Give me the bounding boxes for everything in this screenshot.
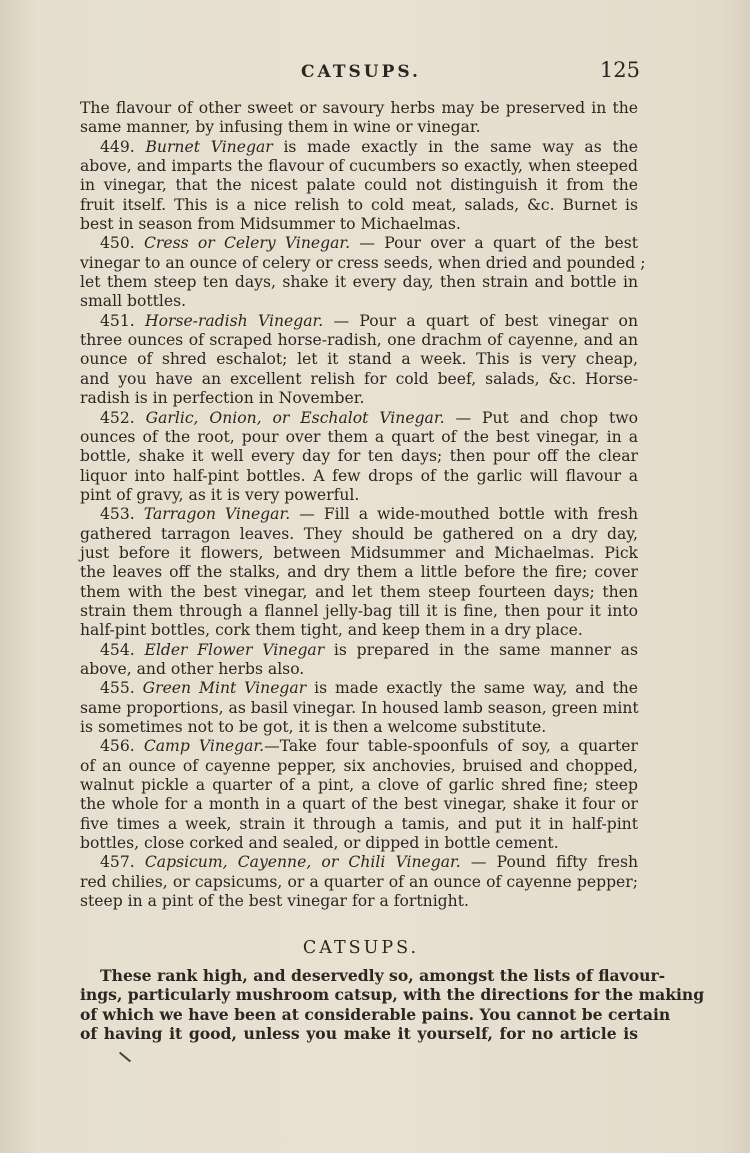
line-text: — Pour a quart of best vinegar on [323, 311, 638, 330]
line-text: ounces of the root, pour over them a quart of the best vinegar, in a [80, 427, 638, 446]
line-text: steep in a pint of the best vinegar for a fortnight. [80, 892, 469, 911]
recipe-number: 456. [100, 737, 144, 756]
text-line [80, 641, 638, 660]
line-text: walnut pickle a quarter of a pint, a clove of garlic shred fine; steep [80, 776, 638, 795]
text-line [80, 1024, 638, 1043]
line-text: just before it flowers, between Midsummer and Michaelmas. Pick [80, 543, 638, 562]
line-text: in vinegar, that the nicest palate could not distinguish it from the [80, 176, 638, 195]
line-text: — Pound fifty fresh [460, 853, 638, 872]
line-text: of having it good, unless you make it yourself, for no article is [80, 1024, 638, 1044]
line-text: —Take four table-spoonfuls of soy, a quarter [264, 737, 638, 756]
line-text: These rank high, and deservedly so, amongst the lists of flavour- [100, 966, 666, 985]
line-text: of an ounce of cayenne pepper, six anchovies, bruised and chopped, [80, 756, 638, 775]
text-line [80, 660, 638, 679]
text-line [80, 525, 638, 544]
text-line [80, 467, 638, 486]
line-text: same proportions, as basil vinegar. In housed lamb season, green mint [80, 698, 639, 717]
line-text: of which we have been at considerable pains. You cannot be certain [80, 1004, 671, 1024]
text-line [80, 583, 638, 602]
text-line [80, 1004, 671, 1024]
line-text: above, and imparts the flavour of cucumbers so exactly, when steeped [80, 157, 638, 176]
text-line [80, 873, 638, 892]
line-text: The flavour of other sweet or savoury herbs may be preserved in the [80, 99, 638, 117]
line-text: — Pour over a quart of the best [350, 234, 638, 253]
line-text: best in season from Midsummer to Michaelmas. [80, 215, 461, 234]
text-line [80, 621, 638, 640]
recipe-title: Burnet Vinegar [145, 137, 273, 156]
text-line [80, 737, 638, 756]
text-line [80, 776, 638, 795]
text-line [80, 196, 638, 215]
text-line [80, 699, 638, 718]
recipe-title: Cress or Celery Vinegar. [144, 234, 351, 253]
line-text: — Fill a wide-mouthed bottle with fresh [290, 505, 639, 524]
running-head: CATSUPS. [301, 62, 421, 82]
line-text: vinegar to an ounce of celery or cress seeds, when dried and pounded ; [80, 253, 646, 272]
line-text: strain them through a flannel jelly-bag till it is fine, then pour it into [80, 601, 638, 620]
recipe-number: 450. [100, 234, 144, 253]
recipe-title: Tarragon Vinegar. [143, 505, 291, 524]
recipe-title: Camp Vinegar. [143, 737, 265, 756]
recipe-number: 454. [100, 640, 145, 659]
line-text: ings, particularly mushroom catsup, with the directions for the making [80, 985, 705, 1005]
text-line [80, 215, 638, 234]
line-text: is made exactly the same way, and the [306, 679, 638, 698]
text-line [80, 409, 638, 428]
line-text: above, and other herbs also. [80, 659, 305, 678]
pencil-mark [119, 1052, 131, 1063]
text-line [80, 292, 638, 311]
line-text: pint of gravy, as it is very powerful. [80, 485, 360, 504]
line-text: same manner, by infusing them in wine or vinegar. [80, 118, 481, 137]
section-text [80, 966, 705, 1044]
text-line [80, 312, 638, 331]
text-line [80, 853, 638, 872]
text-line [80, 157, 638, 176]
text-line [80, 815, 638, 834]
line-text: and you have an excellent relish for cold beef, salads, &c. Horse- [80, 369, 638, 388]
line-text: is prepared in the same manner as [324, 640, 638, 659]
recipe-number: 455. [100, 679, 143, 698]
text-line [80, 718, 638, 737]
recipe-title: Horse-radish Vinegar. [145, 311, 324, 330]
line-text: gathered tarragon leaves. They should be gathered on a dry day, [80, 524, 638, 543]
section-heading: CATSUPS. [302, 938, 420, 958]
recipe-number: 457. [100, 853, 145, 872]
line-text: red chilies, or capsicums, or a quarter of an ounce of cayenne pepper; [80, 872, 638, 891]
text-line [80, 428, 638, 447]
recipe-number: 451. [100, 311, 145, 330]
line-text: the leaves off the stalks, and dry them a little before the fire; cover [80, 563, 638, 582]
text-line [80, 99, 638, 118]
text-line [80, 350, 638, 369]
line-text: fruit itself. This is a nice relish to cold meat, salads, &c. Burnet is [80, 195, 638, 214]
line-text: half-pint bottles, cork them tight, and keep them in a dry place. [80, 621, 583, 640]
line-text: let them steep ten days, shake it every day, then strain and bottle in [80, 273, 638, 292]
text-line [80, 234, 638, 253]
recipe-title: Capsicum, Cayenne, or Chili Vinegar. [144, 853, 461, 872]
page-header [80, 58, 642, 92]
recipe-number: 452. [100, 408, 146, 427]
text-line [80, 118, 638, 137]
text-line [80, 795, 638, 814]
text-line [80, 505, 638, 524]
text-line [80, 389, 638, 408]
text-line [80, 176, 638, 195]
line-text: them with the best vinegar, and let them steep fourteen days; then [80, 582, 638, 601]
recipe-number: 449. [100, 137, 146, 156]
text-line [80, 138, 638, 157]
line-text: the whole for a month in a quart of the best vinegar, shake it four or [80, 795, 638, 814]
text-line [80, 563, 638, 582]
line-text: three ounces of scraped horse-radish, one drachm of cayenne, and an [80, 331, 638, 350]
recipe-title: Green Mint Vinegar [142, 679, 307, 698]
line-text: small bottles. [80, 292, 187, 311]
text-line [80, 253, 646, 273]
text-line [80, 966, 666, 985]
line-text: is made exactly in the same way as the [272, 137, 638, 156]
line-text: bottle, shake it well every day for ten days; then pour off the clear [80, 447, 638, 466]
text-line [80, 679, 638, 698]
text-line [80, 486, 638, 505]
text-line [80, 892, 638, 911]
text-line [80, 757, 638, 776]
line-text: — Put and chop two [444, 408, 638, 427]
text-line [80, 602, 638, 621]
text-line [80, 447, 638, 466]
text-line [80, 331, 638, 350]
line-text: bottles, close corked and sealed, or dipped in bottle cement. [80, 834, 559, 853]
body-text [80, 99, 646, 911]
line-text: is sometimes not to be got, it is then a welcome substitute. [80, 718, 547, 736]
text-line [80, 834, 638, 853]
recipe-title: Garlic, Onion, or Eschalot Vinegar. [145, 408, 445, 427]
line-text: ounce of shred eschalot; let it stand a week. This is very cheap, [80, 350, 638, 369]
text-line [80, 985, 705, 1005]
line-text: five times a week, strain it through a tamis, and put it in half-pint [80, 814, 638, 833]
text-line [80, 370, 638, 389]
line-text: liquor into half-pint bottles. A few drops of the garlic will flavour a [80, 466, 638, 485]
recipe-title: Elder Flower Vinegar [144, 640, 325, 659]
text-line [80, 544, 638, 563]
line-text: radish is in perfection in November. [80, 389, 365, 408]
recipe-number: 453. [100, 505, 144, 524]
page-number: 125 [599, 58, 640, 82]
text-line [80, 273, 638, 292]
